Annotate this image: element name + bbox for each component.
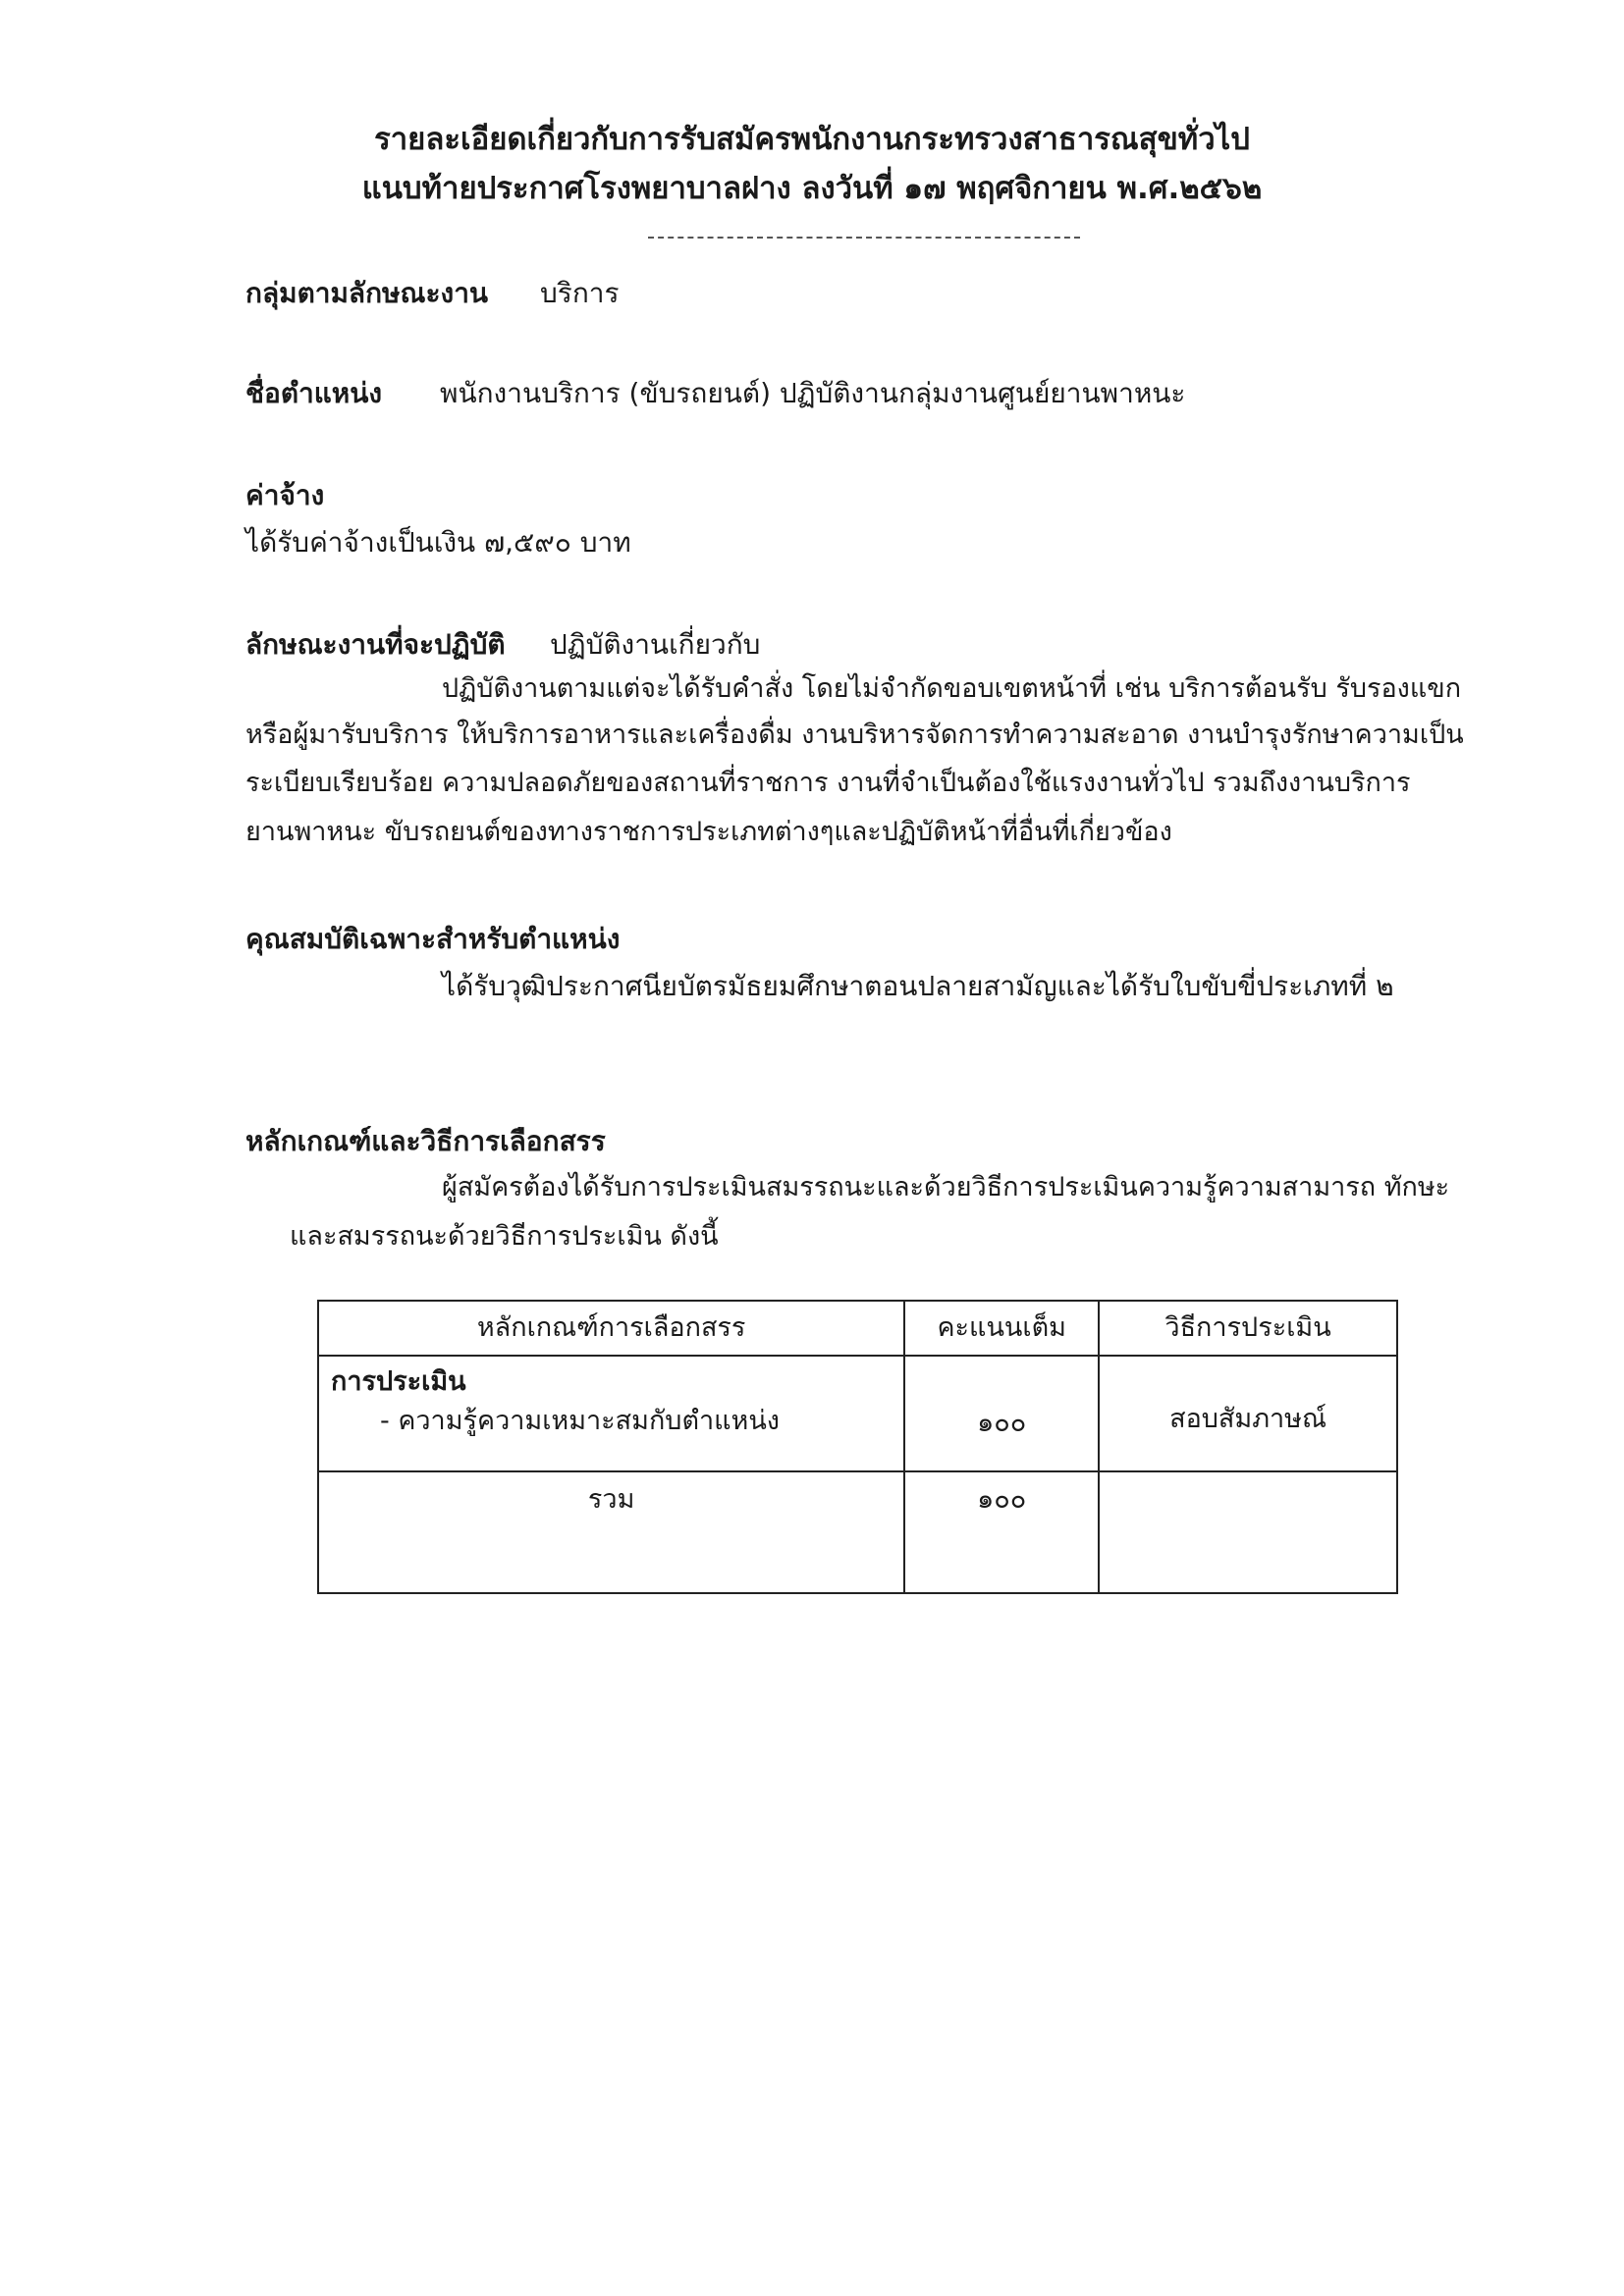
selection-line: ผู้สมัครต้องได้รับการประเมินสมรรถนะและด้วยวิธีการประเมินความรู้ความสามารถ ทักษะ [442,1172,1450,1202]
total-method-cell [1099,1471,1397,1593]
duties-line: ปฏิบัติงานตามแต่จะได้รับคำสั่ง โดยไม่จำกัดขอบเขตหน้าที่ เช่น บริการต้อนรับ รับรองแขก [442,673,1462,704]
total-label-cell [318,1471,904,1593]
selection-label: หลักเกณฑ์และวิธีการเลือกสรร [245,1125,606,1157]
title-divider [648,237,1080,239]
table-row [318,1356,1397,1471]
position-label: ชื่อตำแหน่ง [245,377,383,409]
table-header-row [318,1301,1397,1356]
score-cell [904,1356,1099,1471]
qualifications-label: คุณสมบัติเฉพาะสำหรับตำแหน่ง [245,923,621,955]
document-title-line2: แนบท้ายประกาศโรงพยาบาลฝาง ลงวันที่ ๑๗ พฤศจิกายน พ.ศ.๒๕๖๒ [361,171,1263,206]
duties-line: ระเบียบเรียบร้อย ความปลอดภัยของสถานที่ราชการ งานที่จำเป็นต้องใช้แรงงานทั่วไป รวมถึงงานบริการ [245,768,1411,798]
item-method: สอบสัมภาษณ์ [1169,1404,1327,1434]
criteria-item: - ความรู้ความเหมาะสมกับตำแหน่ง [380,1406,780,1437]
section-title: การประเมิน [331,1366,466,1397]
selection-line: และสมรรถนะด้วยวิธีการประเมิน ดังนี้ [290,1221,719,1252]
document-title-line1: รายละเอียดเกี่ยวกับการรับสมัครพนักงานกระทรวงสาธารณสุขทั่วไป [374,122,1250,157]
method-cell [1099,1356,1397,1471]
table-row [318,1471,1397,1593]
header-full-score: คะแนนเต็ม [904,1301,1099,1356]
duties-line: หรือผู้มารับบริการ ให้บริการอาหารและเครื่องดื่ม งานบริหารจัดการทำความสะอาด งานบำรุงรักษาความเป็น [245,720,1464,750]
wage-value: ได้รับค่าจ้างเป็นเงิน ๗,๕๙๐ บาท [245,526,631,559]
duties-line: ยานพาหนะ ขับรถยนต์ของทางราชการประเภทต่างๆและปฏิบัติหน้าที่อื่นที่เกี่ยวข้อง [245,817,1172,847]
header-criteria: หลักเกณฑ์การเลือกสรร [318,1301,904,1356]
header-method: วิธีการประเมิน [1099,1301,1397,1356]
duties-intro: ปฏิบัติงานเกี่ยวกับ [550,628,761,661]
job-group-label: กลุ่มตามลักษณะงาน [245,277,489,309]
qualifications-text: ได้รับวุฒิประกาศนียบัตรมัธยมศึกษาตอนปลายสามัญและได้รับใบขับขี่ประเภทที่ ๒ [442,970,1394,1002]
criteria-cell [318,1356,904,1471]
total-score-cell [904,1471,1099,1593]
position-value: พนักงานบริการ (ขับรถยนต์) ปฏิบัติงานกลุ่มงานศูนย์ยานพาหนะ [440,377,1186,409]
criteria-table [317,1300,1398,1594]
wage-label: ค่าจ้าง [245,479,325,511]
item-score: ๑๐๐ [977,1408,1027,1438]
total-method [1100,1472,1396,1484]
total-label: รวม [587,1484,635,1515]
job-group-value: บริการ [540,277,620,309]
duties-label: ลักษณะงานที่จะปฏิบัติ [245,628,506,661]
total-score: ๑๐๐ [977,1484,1027,1515]
